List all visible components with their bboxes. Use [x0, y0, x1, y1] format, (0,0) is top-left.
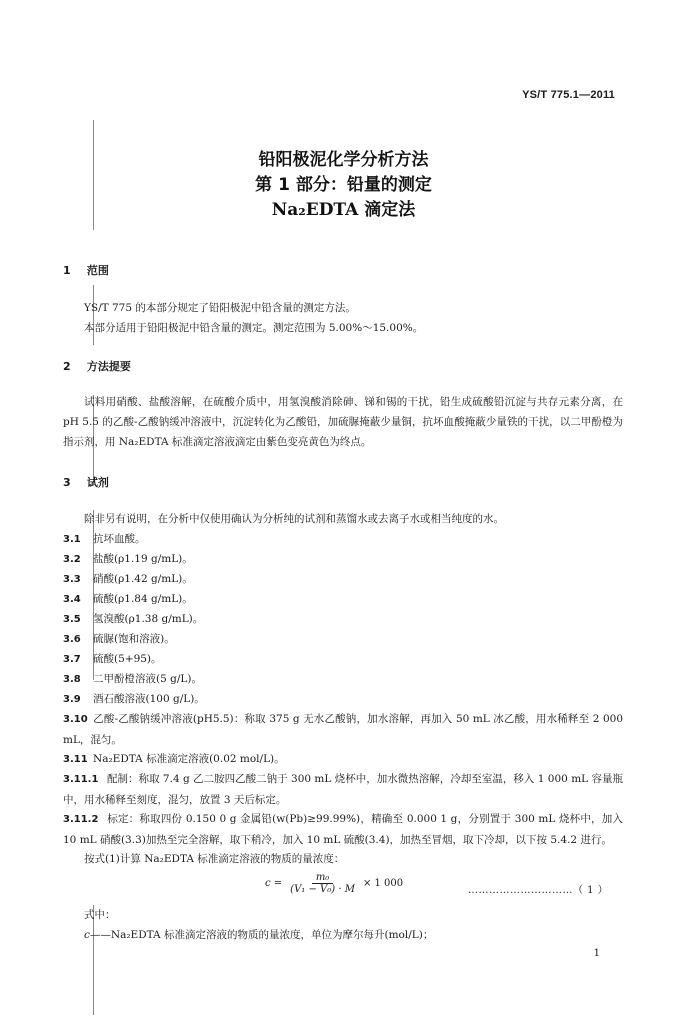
section-number: 3	[63, 476, 71, 489]
item-text: 配制：称取 7.4 g 乙二胺四乙酸二钠于 300 mL 烧杯中，加水微热溶解，冷却至室温，移入 1 000 mL 容量瓶中，用水稀释至刻度，混匀，放置 3 天后标定。	[63, 773, 623, 806]
section-1-heading	[63, 262, 109, 278]
section-number: 2	[63, 360, 71, 373]
item-number: 3.11	[63, 754, 88, 765]
page-number: 1	[593, 948, 600, 959]
item-text: 酒石酸溶液(100 g/L)。	[93, 693, 205, 705]
item-number: 3.6	[63, 634, 81, 645]
item-number: 3.5	[63, 614, 81, 625]
title-line-3: Na₂EDTA 滴定法	[271, 200, 416, 220]
item-text: 硝酸(ρ1.42 g/mL)。	[93, 573, 193, 585]
reagent-item	[63, 809, 623, 850]
formula-intro: 按式(1)计算 Na₂EDTA 标准滴定溶液的物质的量浓度：	[84, 853, 345, 865]
section-number: 1	[63, 264, 71, 277]
section-2-paragraph: 试料用硝酸、盐酸溶解，在硫酸介质中，用氢溴酸消除砷、锑和锡的干扰，铅生成硫酸铅沉淀与共存元素分离，在 pH 5.5 的乙酸-乙酸钠缓冲溶液中，沉淀转化为乙酸铅，加硫脲掩蔽少量铜，抗坏血酸掩蔽少量铁的干扰，以二甲酚橙为指示剂，用 Na₂EDTA 标准滴定溶液滴定由紫色变亮黄色为终点。	[63, 396, 623, 448]
where-label: 式中：	[84, 909, 116, 921]
item-text: 抗坏血酸。	[93, 533, 146, 545]
item-number: 3.8	[63, 674, 81, 685]
item-text: 乙酸-乙酸钠缓冲溶液(pH5.5)：称取 375 g 无水乙酸钠，加水溶解，再加入 50 mL 冰乙酸，用水稀释至 2 000 mL，混匀。	[63, 713, 623, 746]
item-text: 盐酸(ρ1.19 g/mL)。	[93, 553, 193, 565]
section-title: 范围	[86, 264, 109, 277]
formula-numerator: m₀	[312, 872, 334, 884]
formula-fraction	[286, 872, 359, 895]
reagent-item	[63, 669, 623, 690]
title-line-2: 第 1 部分：铅量的测定	[255, 175, 432, 195]
item-text: 硫脲(饱和溶液)。	[93, 633, 175, 645]
reagent-item	[63, 769, 623, 810]
reagent-item	[63, 649, 623, 670]
section-1-paragraph: YS/T 775 的本部分规定了铅阳极泥中铅含量的测定方法。	[84, 302, 356, 314]
item-text: 二甲酚橙溶液(5 g/L)。	[93, 673, 202, 685]
item-number: 3.9	[63, 694, 81, 705]
formula-reference: …………………………（ 1 ）	[468, 885, 609, 896]
where-symbol: c	[84, 929, 90, 941]
item-number: 3.4	[63, 594, 81, 605]
formula-denominator: (V₁ − V₀) · M	[290, 884, 355, 895]
section-3-heading	[63, 474, 109, 490]
reagent-item	[63, 689, 623, 710]
item-number: 3.10	[63, 714, 88, 725]
item-text: 氢溴酸(ρ1.38 g/mL)。	[93, 613, 204, 625]
standard-code: YS/T 775.1—2011	[522, 89, 615, 101]
where-item	[84, 925, 644, 945]
reagent-item	[63, 709, 623, 750]
section-title: 方法提要	[86, 360, 131, 373]
item-number: 3.3	[63, 574, 81, 585]
title-line-1: 铅阳极泥化学分析方法	[258, 150, 429, 170]
reagent-item	[63, 629, 623, 650]
item-number: 3.1	[63, 534, 81, 545]
where-text: ——Na₂EDTA 标准滴定溶液的物质的量浓度，单位为摩尔每升(mol/L)；	[89, 929, 434, 941]
item-number: 3.2	[63, 554, 81, 565]
item-number: 3.11.2	[63, 814, 99, 825]
reagent-item	[63, 589, 623, 610]
section-2-heading	[63, 358, 131, 374]
item-text: 硫酸(ρ1.84 g/mL)。	[93, 593, 193, 605]
section-3-intro: 除非另有说明，在分析中仅使用确认为分析纯的试剂和蒸馏水或去离子水或相当纯度的水。	[84, 513, 504, 525]
formula-1	[265, 872, 403, 895]
reagent-item	[63, 569, 623, 590]
item-number: 3.7	[63, 654, 81, 665]
item-text: Na₂EDTA 标准滴定溶液(0.02 mol/L)。	[93, 753, 285, 765]
formula-multiplier: × 1 000	[362, 878, 404, 889]
item-text: 标定：称取四份 0.150 0 g 金属铅(w(Pb)≥99.99%)，精确至 0.000 1 g，分别置于 300 mL 烧杯中，加入 10 mL 硝酸(3.3)加热至完全溶解，取下稍冷，加入 10 mL 硫酸(3.4)，加热至冒烟，取下冷却，以下按 5.4.2 进行。	[63, 813, 623, 846]
formula-lhs: c =	[265, 878, 283, 889]
document-title	[0, 148, 687, 223]
item-number: 3.11.1	[63, 774, 99, 785]
item-text: 硫酸(5+95)。	[93, 653, 162, 665]
reagent-item	[63, 609, 623, 630]
reagent-item	[63, 529, 623, 550]
reagent-item	[63, 749, 623, 770]
reagent-item	[63, 549, 623, 570]
section-1-paragraph: 本部分适用于铅阳极泥中铅含量的测定。测定范围为 5.00%～15.00%。	[84, 322, 424, 334]
section-title: 试剂	[86, 476, 109, 489]
